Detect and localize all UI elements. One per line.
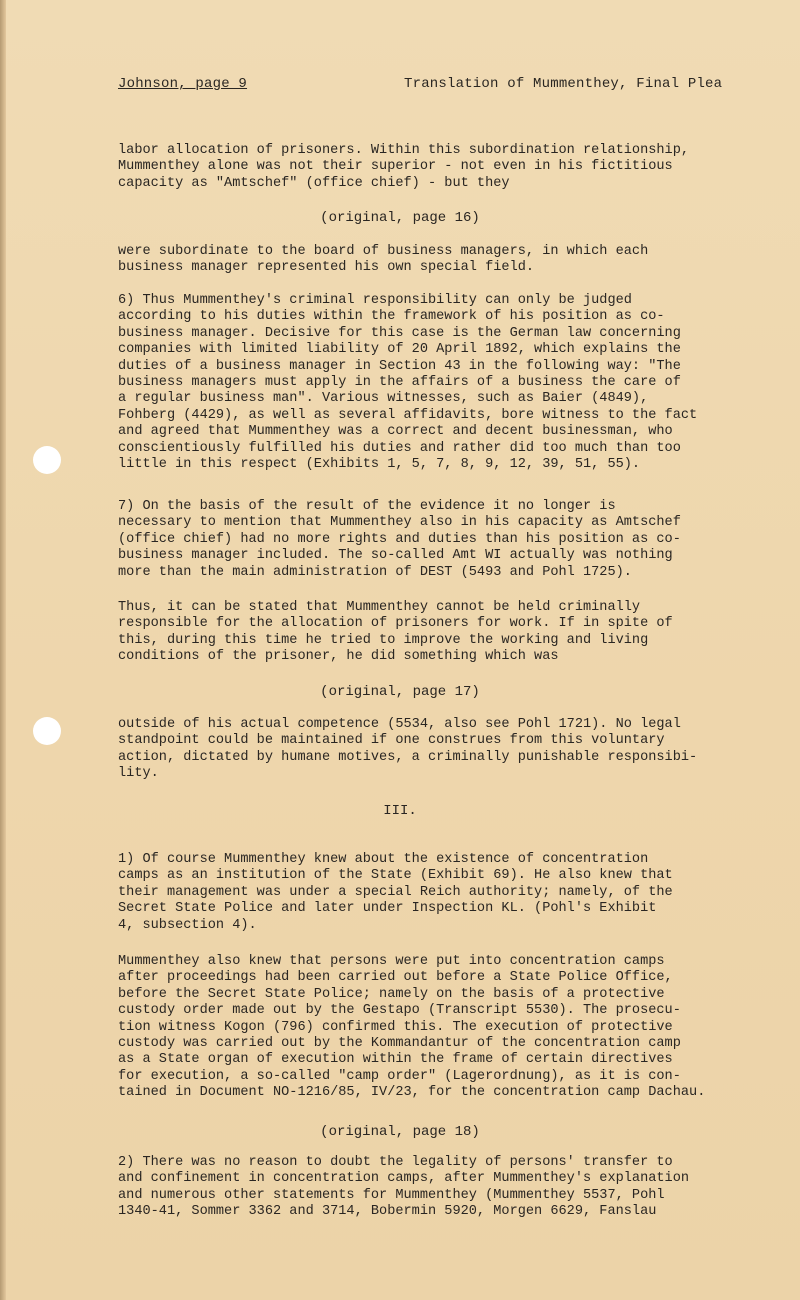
text-line: labor allocation of prisoners. Within this subordination relationship, — [118, 143, 690, 158]
header-page-reference: Johnson, page 9 — [118, 76, 248, 92]
text-line: (office chief) had no more rights and duties than his position as co- — [118, 531, 681, 547]
paragraph-point-7 — [118, 499, 738, 581]
paragraph-point-1 — [118, 852, 738, 934]
text-line: their management was under a special Reich authority; namely, of the — [118, 884, 673, 900]
text-line: standpoint could be maintained if one construes from this voluntary — [118, 733, 665, 749]
text-line: 7) On the basis of the result of the evidence it no longer is — [118, 499, 616, 514]
page-marker-original-18: (original, page 18) — [320, 1124, 480, 1140]
page-marker-original-16: (original, page 16) — [320, 210, 480, 226]
text-line: and confinement in concentration camps, after Mummenthey's explanation — [118, 1171, 690, 1187]
page-marker-original-17: (original, page 17) — [320, 684, 480, 700]
text-line: companies with limited liability of 20 April 1892, which explains the — [118, 342, 681, 358]
text-line: conditions of the prisoner, he did something which was — [118, 649, 559, 665]
punch-hole-lower — [33, 717, 61, 745]
text-line: Secret State Police and later under Inspection KL. (Pohl's Exhibit — [118, 901, 657, 917]
text-line: Mummenthey also knew that persons were put into concentration camps — [118, 954, 665, 969]
paragraph-board-of-managers — [118, 244, 738, 277]
text-line: for execution, a so-called "camp order" (Lagerordnung), as it is con- — [118, 1068, 681, 1084]
text-line: this, during this time he tried to improve the working and living — [118, 632, 649, 648]
text-line: 2) There was no reason to doubt the legality of persons' transfer to — [118, 1155, 673, 1170]
text-line: custody order made out by the Gestapo (Transcript 5530). The prosecu- — [118, 1003, 681, 1019]
section-heading: III. — [383, 803, 417, 819]
text-line: capacity as "Amtschef" (office chief) - but they — [118, 175, 510, 191]
text-line: tion witness Kogon (796) confirmed this. The execution of protective — [118, 1019, 673, 1035]
text-line: outside of his actual competence (5534, also see Pohl 1721). No legal — [118, 717, 681, 732]
text-line: action, dictated by humane motives, a criminally punishable responsibi- — [118, 749, 698, 765]
text-line: and agreed that Mummenthey was a correct and decent businessman, who — [118, 424, 673, 440]
paragraph-protective-custody — [118, 954, 738, 1102]
text-line: a regular business man". Various witnesses, such as Baier (4849), — [118, 391, 649, 407]
header-document-title: Translation of Mummenthey, Final Plea — [404, 76, 723, 92]
text-line: custody was carried out by the Kommandantur of the concentration camp — [118, 1036, 681, 1052]
text-line: duties of a business manager in Section 43 in the following way: "The — [118, 358, 681, 374]
text-line: camps as an institution of the State (Exhibit 69). He also knew that — [118, 868, 673, 884]
text-line: more than the main administration of DEST (5493 and Pohl 1725). — [118, 564, 632, 580]
text-line: 6) Thus Mummenthey's criminal responsibility can only be judged — [118, 293, 632, 308]
text-line: business manager. Decisive for this case is the German law concerning — [118, 325, 681, 341]
text-line: 1) Of course Mummenthey knew about the existence of concentration — [118, 852, 649, 867]
text-line: business manager included. The so-called Amt WI actually was nothing — [118, 548, 673, 564]
paragraph-actual-competence — [118, 717, 738, 783]
page-edge — [0, 0, 6, 1300]
text-line: Fohberg (4429), as well as several affidavits, bore witness to the fact — [118, 407, 698, 423]
text-line: business managers must apply in the affairs of a business the care of — [118, 375, 681, 391]
text-line: responsible for the allocation of prisoners for work. If in spite of — [118, 616, 673, 632]
paragraph-criminal-responsibility — [118, 600, 738, 666]
text-line: conscientiously fulfilled his duties and rather did too much than too — [118, 440, 681, 456]
punch-hole-upper — [33, 446, 61, 474]
text-line: and numerous other statements for Mummenthey (Mummenthey 5537, Pohl — [118, 1187, 665, 1203]
paragraph-point-2 — [118, 1155, 738, 1221]
text-line: little in this respect (Exhibits 1, 5, 7, 8, 9, 12, 39, 51, 55). — [118, 457, 641, 473]
text-line: Thus, it can be stated that Mummenthey cannot be held criminally — [118, 600, 641, 615]
text-line: lity. — [118, 766, 159, 782]
text-line: Mummenthey alone was not their superior - not even in his fictitious — [118, 159, 673, 175]
text-line: were subordinate to the board of business managers, in which each — [118, 244, 649, 259]
text-line: necessary to mention that Mummenthey also in his capacity as Amtschef — [118, 515, 681, 531]
text-line: after proceedings had been carried out before a State Police Office, — [118, 970, 673, 986]
text-line: 4, subsection 4). — [118, 917, 257, 933]
text-line: according to his duties within the framework of his position as co- — [118, 309, 665, 325]
text-line: before the Secret State Police; namely on the basis of a protective — [118, 986, 665, 1002]
text-line: business manager represented his own special field. — [118, 260, 535, 276]
text-line: tained in Document NO-1216/85, IV/23, for the concentration camp Dachau. — [118, 1085, 706, 1101]
text-line: as a State organ of execution within the frame of certain directives — [118, 1052, 673, 1068]
text-line: 1340-41, Sommer 3362 and 3714, Bobermin 5920, Morgen 6629, Fanslau — [118, 1204, 657, 1220]
paragraph-point-6 — [118, 293, 738, 473]
paragraph-labor-allocation — [118, 143, 738, 192]
